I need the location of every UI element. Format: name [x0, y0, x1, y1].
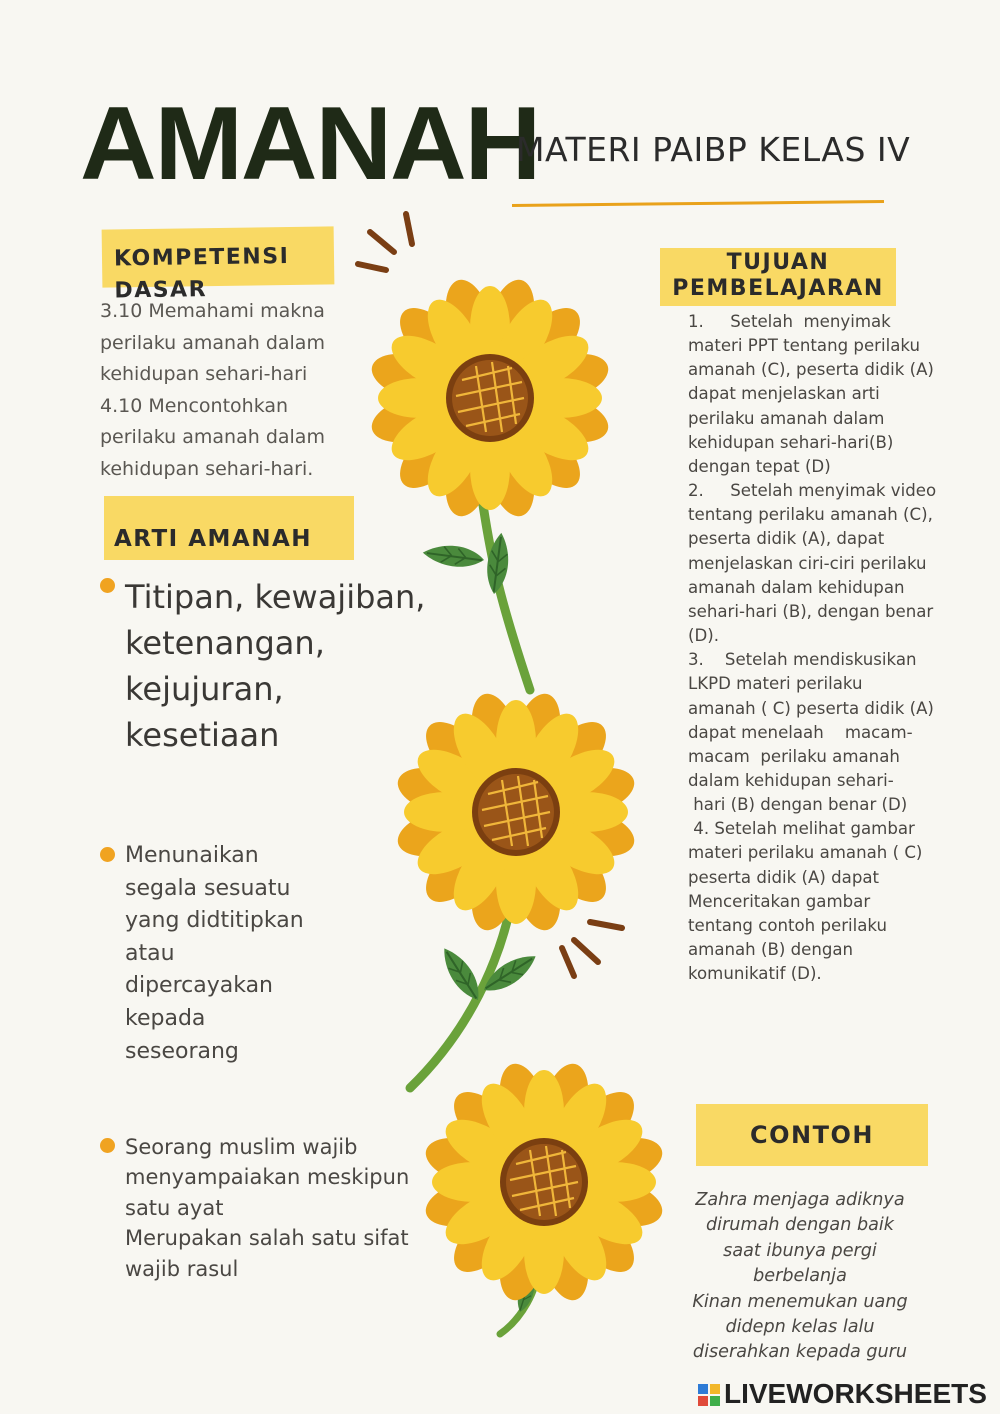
- text-line: kehidupan sehari-hari: [100, 363, 308, 385]
- contoh-text: [640, 1188, 960, 1366]
- text-line: didepn kelas lalu: [725, 1317, 875, 1338]
- text-line: kejujuran,: [125, 670, 284, 708]
- text-line: dapat menjelaskan arti: [688, 384, 880, 404]
- text-line: materi PPT tentang perilaku: [688, 336, 920, 356]
- text-line: amanah (B) dengan: [688, 940, 854, 960]
- text-line: 2. Setelah menyimak video: [688, 481, 937, 501]
- text-line: (D).: [688, 626, 719, 646]
- bullet-dot-icon: [100, 1138, 115, 1153]
- text-line: Kinan menemukan uang: [692, 1291, 908, 1312]
- page-title: AMANAH: [80, 86, 540, 202]
- text-line: menjelaskan ciri-ciri perilaku: [688, 553, 927, 573]
- arti-point-3: [125, 1132, 455, 1284]
- text-line: 3.10 Memahami makna: [100, 300, 325, 322]
- text-line: sehari-hari (B), dengan benar: [688, 601, 934, 621]
- text-line: amanah dalam kehidupan: [688, 577, 905, 597]
- text-line: 4.10 Mencontohkan: [100, 394, 289, 417]
- text-line: yang didtitipkan: [125, 908, 304, 934]
- text-line: peserta didik (A) dapat: [688, 867, 880, 887]
- text-line: Titipan, kewajiban,: [125, 578, 426, 616]
- text-line: saat ibunya pergi: [723, 1240, 877, 1261]
- text-line: Menunaikan: [125, 843, 259, 868]
- text-line: dipercayakan: [125, 973, 273, 999]
- kompetensi-dasar-text: [100, 296, 400, 485]
- text-line: seseorang: [125, 1038, 239, 1064]
- text-line: Merupakan salah satu sifat: [125, 1226, 409, 1251]
- text-line: dirumah dengan baik: [706, 1215, 894, 1236]
- leaf-icon: [421, 535, 485, 577]
- leaf-icon: [441, 942, 483, 1006]
- kompetensi-dasar-label: KOMPETENSI DASAR: [102, 226, 335, 287]
- text-line: amanah (C), peserta didik (A): [688, 360, 934, 380]
- text-line: 3. Setelah mendiskusikan: [688, 650, 917, 670]
- text-line: hari (B) dengan benar (D): [688, 795, 908, 815]
- text-line: diserahkan kepada guru: [692, 1342, 908, 1363]
- sunflower-icon: [366, 274, 613, 521]
- text-line: berbelanja: [753, 1266, 847, 1287]
- text-line: dapat menelaah macam-: [688, 722, 913, 742]
- text-line: perilaku amanah dalam: [100, 331, 325, 354]
- text-line: 1. Setelah menyimak: [688, 312, 891, 331]
- page-subtitle: MATERI PAIBP KELAS IV: [516, 130, 911, 169]
- sunflower-icon: [420, 1058, 667, 1305]
- text-line: LKPD materi perilaku: [688, 674, 863, 694]
- bullet-dot-icon: [100, 847, 115, 862]
- liveworksheets-logo-icon: [698, 1384, 720, 1406]
- text-line: ketenangan,: [125, 624, 325, 662]
- bullet-dot-icon: [100, 578, 115, 593]
- label-line: PEMBELAJARAN: [672, 276, 884, 301]
- arti-amanah-label: ARTI AMANAH: [104, 496, 354, 560]
- text-line: perilaku amanah dalam: [688, 408, 885, 428]
- text-line: komunikatif (D).: [688, 964, 822, 984]
- text-line: Seorang muslim wajib: [125, 1135, 358, 1159]
- text-line: amanah ( C) peserta didik (A): [688, 698, 934, 718]
- text-line: wajib rasul: [125, 1256, 239, 1281]
- arti-point-2: [125, 840, 375, 1068]
- text-line: segala sesuatu: [125, 875, 291, 901]
- text-line: materi perilaku amanah ( C): [688, 843, 923, 863]
- text-line: perilaku amanah dalam: [100, 426, 325, 448]
- text-line: tentang contoh perilaku: [688, 915, 888, 935]
- label-line: TUJUAN: [726, 250, 830, 275]
- text-line: macam perilaku amanah: [688, 746, 900, 766]
- leaf-icon: [477, 531, 519, 595]
- tujuan-pembelajaran-text: [688, 310, 970, 986]
- text-line: satu ayat: [125, 1195, 224, 1220]
- text-line: 4. Setelah melihat gambar: [688, 819, 915, 839]
- text-line: kehidupan sehari-hari.: [100, 457, 314, 480]
- text-line: dalam kehidupan sehari-: [688, 770, 894, 790]
- liveworksheets-brand[interactable]: LIVEWORKSHEETS: [724, 1378, 987, 1409]
- text-line: Menceritakan gambar: [688, 891, 871, 911]
- tujuan-pembelajaran-label: [660, 248, 896, 306]
- text-line: tentang perilaku amanah (C),: [688, 505, 933, 525]
- text-line: peserta didik (A), dapat: [688, 529, 885, 549]
- text-line: Zahra menjaga adiknya: [695, 1190, 905, 1210]
- text-line: kepada: [125, 1005, 206, 1031]
- text-line: kehidupan sehari-hari(B): [688, 432, 894, 452]
- arti-point-1: [125, 574, 465, 758]
- text-line: atau: [125, 940, 175, 966]
- text-line: dengan tepat (D): [688, 456, 831, 476]
- text-line: menyampaiakan meskipun: [125, 1165, 410, 1190]
- text-line: kesetiaan: [125, 716, 280, 754]
- contoh-label: CONTOH: [696, 1104, 928, 1166]
